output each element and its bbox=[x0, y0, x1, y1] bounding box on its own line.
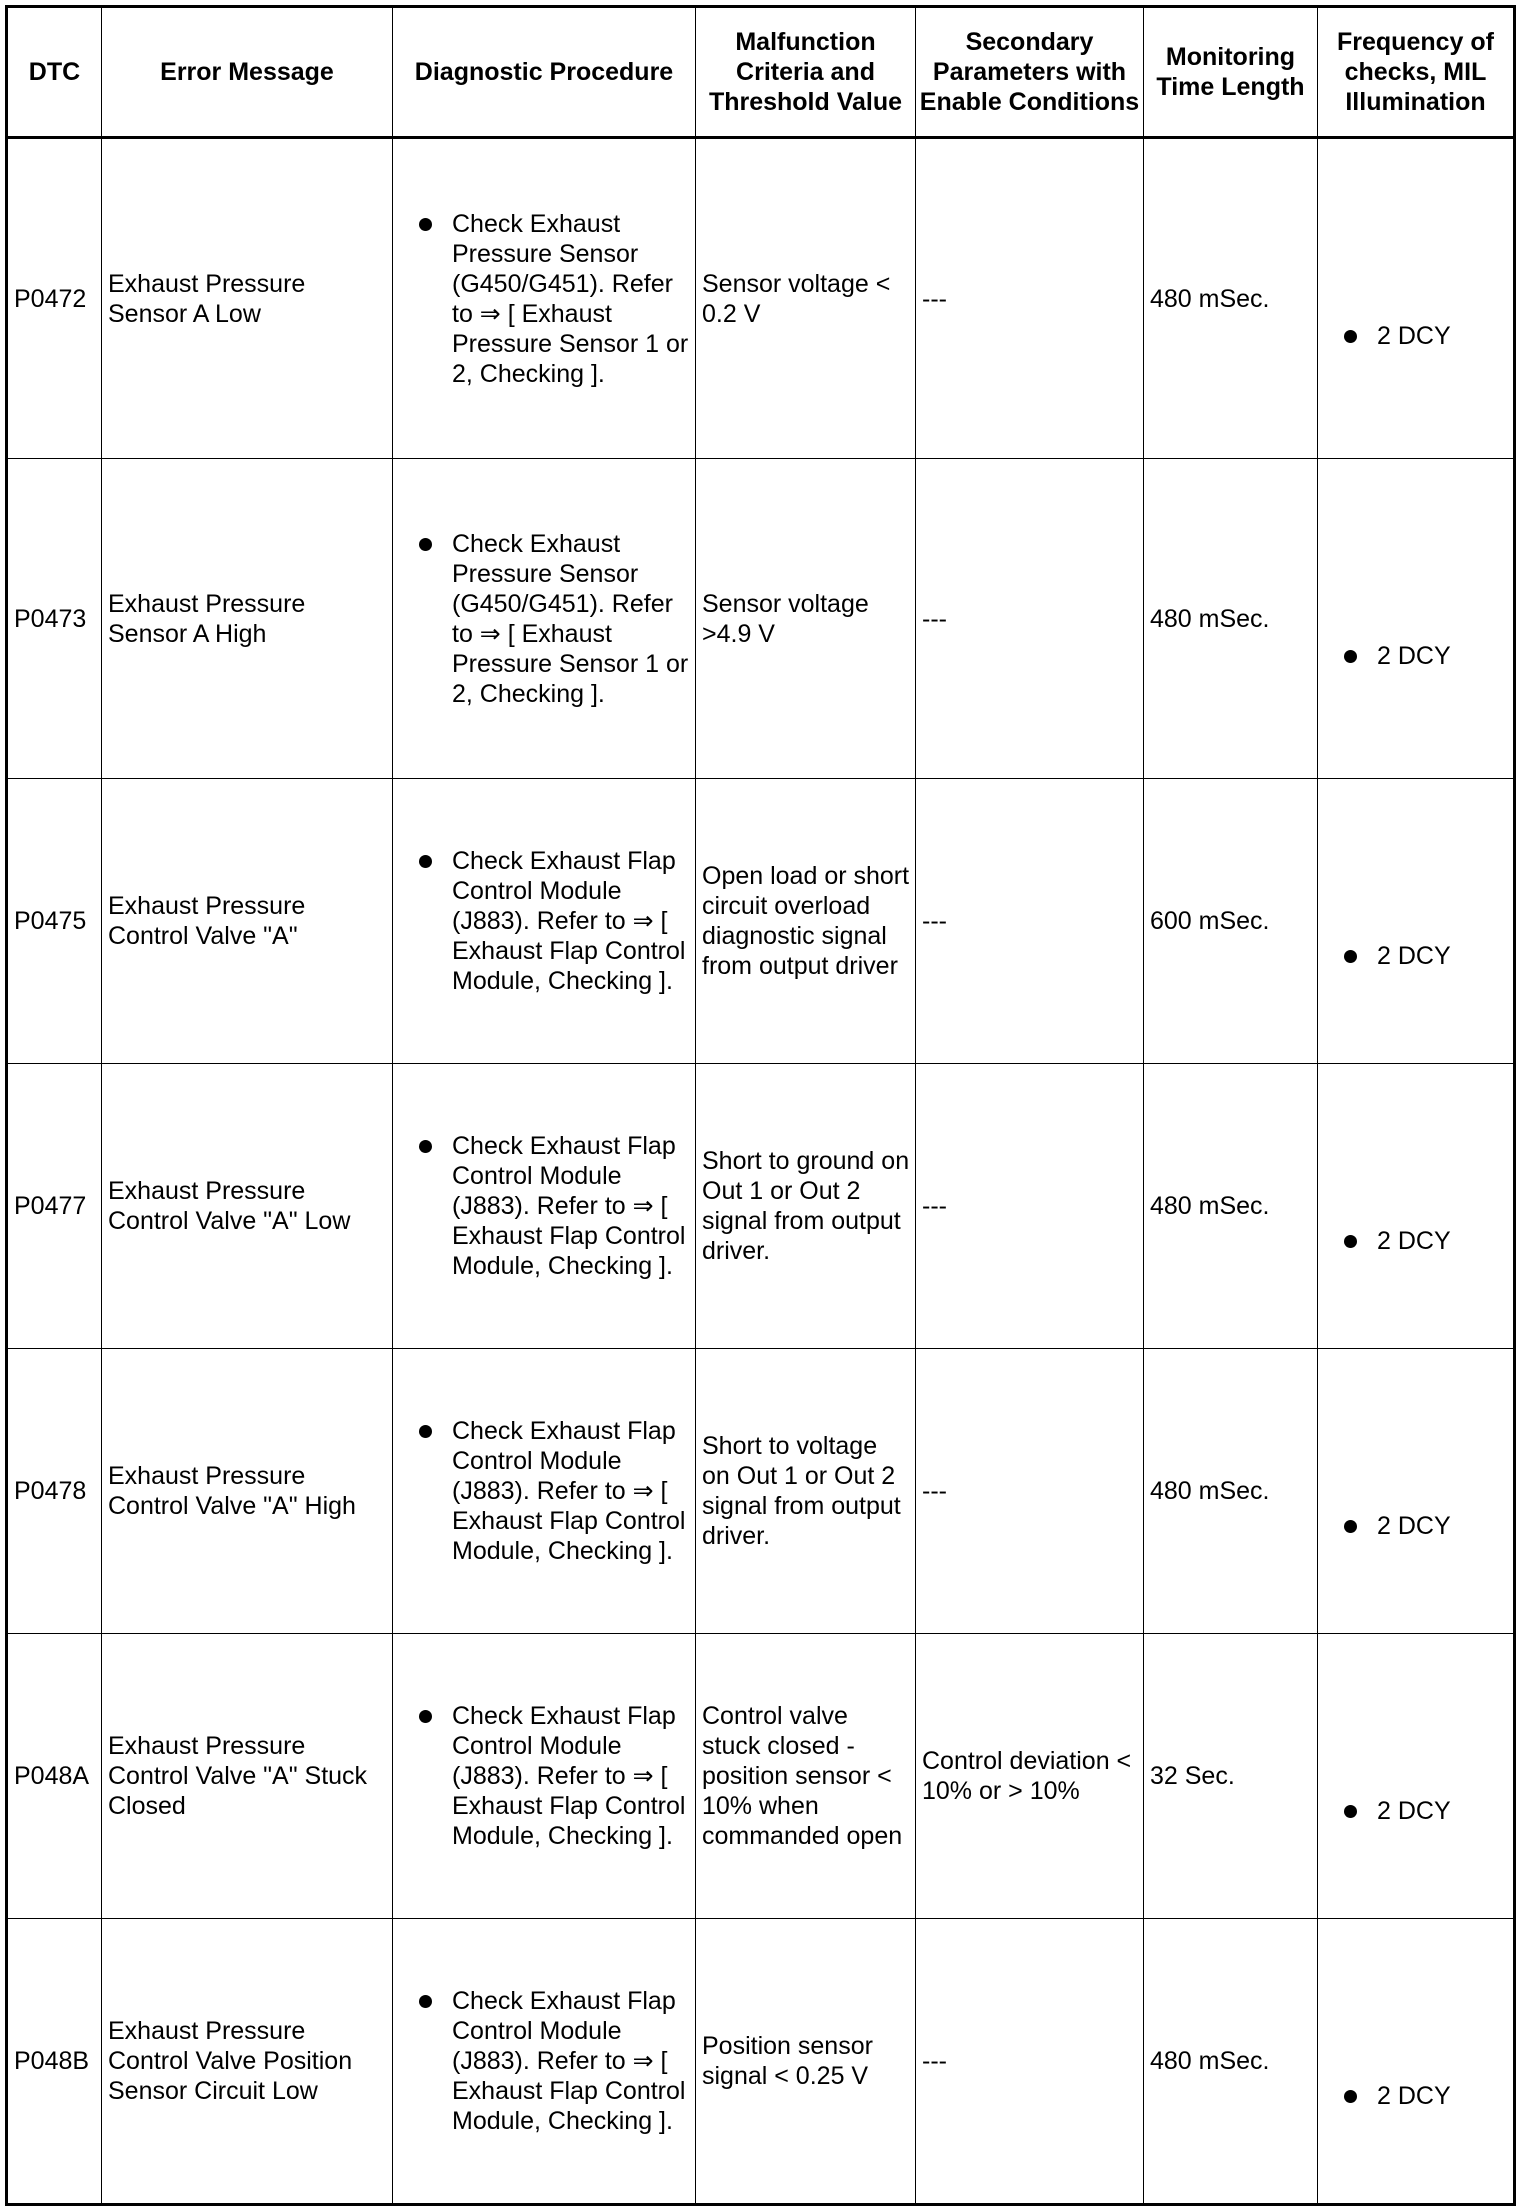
frequency-text: 2 DCY bbox=[1377, 1512, 1451, 1540]
bullet-icon bbox=[419, 1425, 432, 1438]
bullet-icon bbox=[1344, 2090, 1357, 2103]
secondary-parameters: --- bbox=[916, 459, 1144, 779]
malfunction-criteria: Control valve stuck closed - position sensor < 10% when commanded open bbox=[696, 1634, 916, 1919]
secondary-parameters: --- bbox=[916, 138, 1144, 459]
header-secondary-parameters: Secondary Parameters with Enable Conditions bbox=[916, 7, 1144, 138]
diagnostic-procedure bbox=[393, 1349, 696, 1634]
procedure-text: Check Exhaust Flap Control Module (J883). Refer to ⇒ [ Exhaust Flap Control Module, Checking ]. bbox=[452, 1987, 686, 2135]
header-dtc: DTC bbox=[7, 7, 102, 138]
bullet-icon bbox=[1344, 1805, 1357, 1818]
diagnostic-procedure bbox=[393, 1634, 696, 1919]
diagnostic-procedure bbox=[393, 1064, 696, 1349]
malfunction-criteria: Open load or short circuit overload diagnostic signal from output driver bbox=[696, 779, 916, 1064]
frequency-cell bbox=[1318, 1634, 1515, 1919]
header-malfunction-criteria: Malfunction Criteria and Threshold Value bbox=[696, 7, 916, 138]
monitoring-time: 480 mSec. bbox=[1144, 1349, 1318, 1634]
dtc-code: P0475 bbox=[7, 779, 102, 1064]
header-row bbox=[7, 7, 1515, 138]
table-row bbox=[7, 1349, 1515, 1634]
frequency-cell bbox=[1318, 1064, 1515, 1349]
secondary-parameters: --- bbox=[916, 1064, 1144, 1349]
malfunction-criteria: Short to voltage on Out 1 or Out 2 signal from output driver. bbox=[696, 1349, 916, 1634]
diagnostic-procedure bbox=[393, 459, 696, 779]
monitoring-time: 480 mSec. bbox=[1144, 1064, 1318, 1349]
monitoring-time: 480 mSec. bbox=[1144, 459, 1318, 779]
frequency-text: 2 DCY bbox=[1377, 641, 1451, 670]
procedure-text: Check Exhaust Pressure Sensor (G450/G451). Refer to ⇒ [ Exhaust Pressure Sensor 1 or 2, Checking ]. bbox=[452, 209, 689, 388]
monitoring-time: 480 mSec. bbox=[1144, 1919, 1318, 2205]
frequency-text: 2 DCY bbox=[1377, 1227, 1451, 1255]
table-row bbox=[7, 1919, 1515, 2205]
malfunction-criteria: Short to ground on Out 1 or Out 2 signal from output driver. bbox=[696, 1064, 916, 1349]
dtc-code: P048A bbox=[7, 1634, 102, 1919]
procedure-text: Check Exhaust Pressure Sensor (G450/G451). Refer to ⇒ [ Exhaust Pressure Sensor 1 or 2, Checking ]. bbox=[452, 529, 689, 708]
frequency-text: 2 DCY bbox=[1377, 942, 1451, 970]
error-message: Exhaust Pressure Sensor A Low bbox=[102, 138, 393, 459]
procedure-text: Check Exhaust Flap Control Module (J883). Refer to ⇒ [ Exhaust Flap Control Module, Checking ]. bbox=[452, 1702, 686, 1850]
frequency-cell bbox=[1318, 459, 1515, 779]
bullet-icon bbox=[419, 538, 432, 551]
frequency-cell bbox=[1318, 1919, 1515, 2205]
secondary-parameters: Control deviation < 10% or > 10% bbox=[916, 1634, 1144, 1919]
bullet-icon bbox=[1344, 1520, 1357, 1533]
table-row bbox=[7, 1064, 1515, 1349]
dtc-code: P0477 bbox=[7, 1064, 102, 1349]
frequency-text: 2 DCY bbox=[1377, 2082, 1451, 2110]
frequency-text: 2 DCY bbox=[1377, 1797, 1451, 1825]
frequency-cell bbox=[1318, 779, 1515, 1064]
secondary-parameters: --- bbox=[916, 1919, 1144, 2205]
bullet-icon bbox=[1344, 650, 1357, 663]
bullet-icon bbox=[419, 1140, 432, 1153]
frequency-cell bbox=[1318, 138, 1515, 459]
header-diagnostic-procedure: Diagnostic Procedure bbox=[393, 7, 696, 138]
monitoring-time: 32 Sec. bbox=[1144, 1634, 1318, 1919]
error-message: Exhaust Pressure Control Valve Position Sensor Circuit Low bbox=[102, 1919, 393, 2205]
dtc-code: P0472 bbox=[7, 138, 102, 459]
procedure-text: Check Exhaust Flap Control Module (J883). Refer to ⇒ [ Exhaust Flap Control Module, Checking ]. bbox=[452, 1417, 686, 1565]
bullet-icon bbox=[1344, 330, 1357, 343]
bullet-icon bbox=[1344, 1235, 1357, 1248]
procedure-text: Check Exhaust Flap Control Module (J883). Refer to ⇒ [ Exhaust Flap Control Module, Checking ]. bbox=[452, 847, 686, 995]
table-row bbox=[7, 138, 1515, 459]
secondary-parameters: --- bbox=[916, 779, 1144, 1064]
diagnostic-procedure bbox=[393, 779, 696, 1064]
dtc-code: P048B bbox=[7, 1919, 102, 2205]
error-message: Exhaust Pressure Control Valve "A" Stuck Closed bbox=[102, 1634, 393, 1919]
error-message: Exhaust Pressure Control Valve "A" bbox=[102, 779, 393, 1064]
bullet-icon bbox=[419, 855, 432, 868]
malfunction-criteria: Position sensor signal < 0.25 V bbox=[696, 1919, 916, 2205]
table-row bbox=[7, 1634, 1515, 1919]
diagnostic-procedure bbox=[393, 138, 696, 459]
header-monitoring-time: Monitoring Time Length bbox=[1144, 7, 1318, 138]
diagnostic-procedure bbox=[393, 1919, 696, 2205]
malfunction-criteria: Sensor voltage < 0.2 V bbox=[696, 138, 916, 459]
monitoring-time: 480 mSec. bbox=[1144, 138, 1318, 459]
bullet-icon bbox=[1344, 950, 1357, 963]
header-error-message: Error Message bbox=[102, 7, 393, 138]
header-frequency: Frequency of checks, MIL Illumination bbox=[1318, 7, 1515, 138]
monitoring-time: 600 mSec. bbox=[1144, 779, 1318, 1064]
error-message: Exhaust Pressure Sensor A High bbox=[102, 459, 393, 779]
frequency-cell bbox=[1318, 1349, 1515, 1634]
table-row bbox=[7, 779, 1515, 1064]
bullet-icon bbox=[419, 218, 432, 231]
frequency-text: 2 DCY bbox=[1377, 321, 1451, 350]
procedure-text: Check Exhaust Flap Control Module (J883). Refer to ⇒ [ Exhaust Flap Control Module, Checking ]. bbox=[452, 1132, 686, 1280]
bullet-icon bbox=[419, 1995, 432, 2008]
secondary-parameters: --- bbox=[916, 1349, 1144, 1634]
malfunction-criteria: Sensor voltage >4.9 V bbox=[696, 459, 916, 779]
error-message: Exhaust Pressure Control Valve "A" Low bbox=[102, 1064, 393, 1349]
dtc-code: P0478 bbox=[7, 1349, 102, 1634]
dtc-code: P0473 bbox=[7, 459, 102, 779]
dtc-table bbox=[5, 5, 1516, 2206]
bullet-icon bbox=[419, 1710, 432, 1723]
error-message: Exhaust Pressure Control Valve "A" High bbox=[102, 1349, 393, 1634]
table-row bbox=[7, 459, 1515, 779]
